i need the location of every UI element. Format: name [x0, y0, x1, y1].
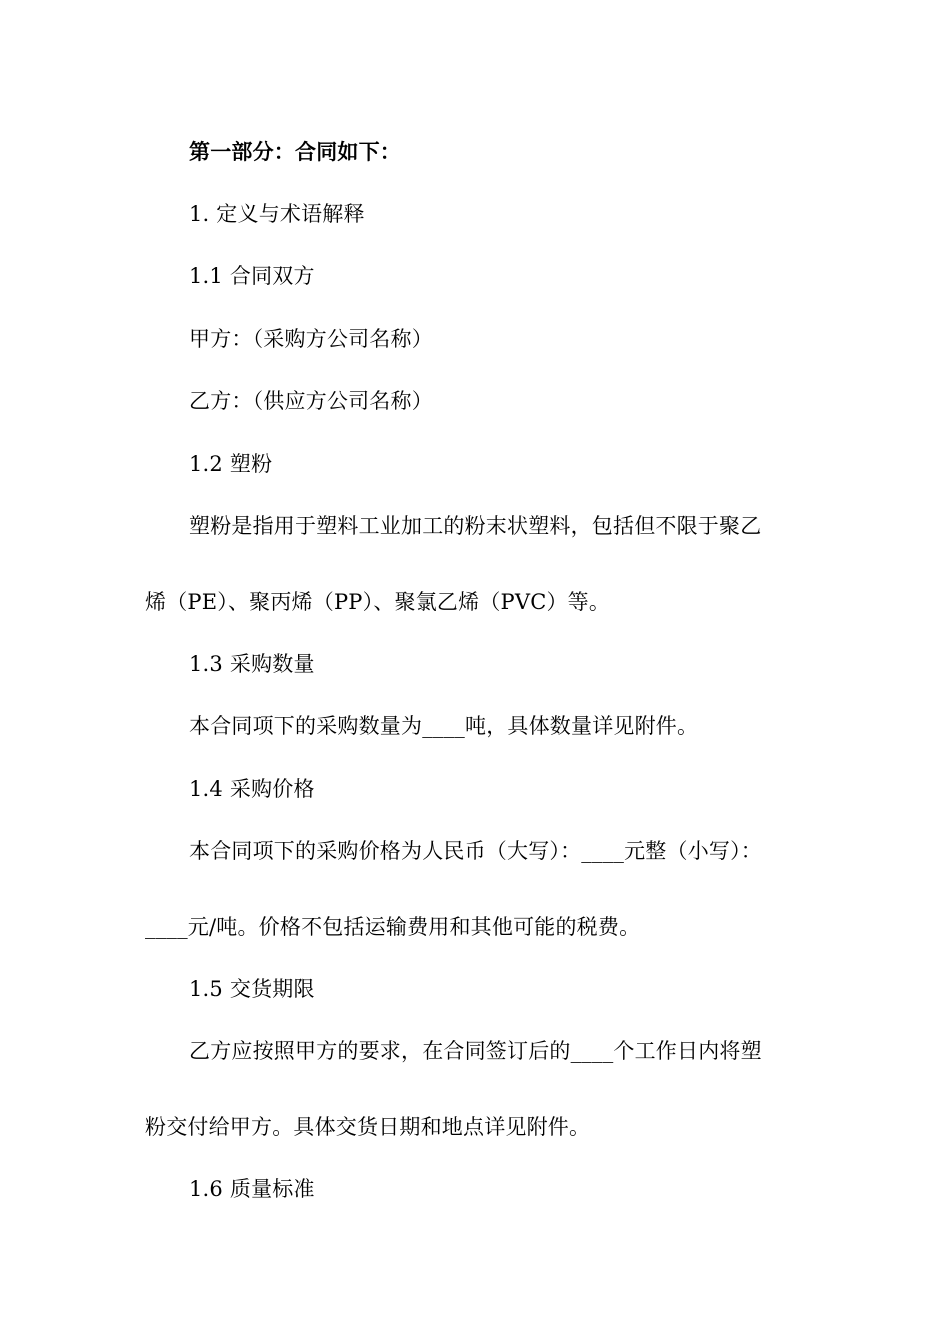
party-a-line: 甲方：（采购方公司名称） — [189, 327, 433, 351]
section-1-3-heading: 1.3 采购数量 — [189, 652, 315, 676]
plastic-powder-definition-line-2: 烯（PE）、聚丙烯（PP）、聚氯乙烯（PVC）等。 — [145, 590, 611, 614]
section-1-heading: 1. 定义与术语解释 — [189, 202, 365, 226]
delivery-term-line-2: 粉交付给甲方。具体交货日期和地点详见附件。 — [145, 1115, 591, 1139]
section-1-2-heading: 1.2 塑粉 — [189, 452, 273, 476]
section-1-1-heading: 1.1 合同双方 — [189, 264, 315, 288]
purchase-price-line-2: ____元/吨。价格不包括运输费用和其他可能的税费。 — [145, 915, 641, 939]
party-b-line: 乙方：（供应方公司名称） — [189, 389, 433, 413]
purchase-quantity-text: 本合同项下的采购数量为____吨，具体数量详见附件。 — [189, 714, 699, 738]
purchase-price-line-1: 本合同项下的采购价格为人民币（大写）：____元整（小写）： — [189, 839, 762, 863]
section-1-5-heading: 1.5 交货期限 — [189, 977, 315, 1001]
delivery-term-line-1: 乙方应按照甲方的要求，在合同签订后的____个工作日内将塑 — [189, 1039, 762, 1063]
section-1-4-heading: 1.4 采购价格 — [189, 777, 315, 801]
part-heading: 第一部分：合同如下： — [189, 139, 401, 164]
plastic-powder-definition-line-1: 塑粉是指用于塑料工业加工的粉末状塑料，包括但不限于聚乙 — [189, 514, 762, 538]
section-1-6-heading: 1.6 质量标准 — [189, 1177, 315, 1201]
